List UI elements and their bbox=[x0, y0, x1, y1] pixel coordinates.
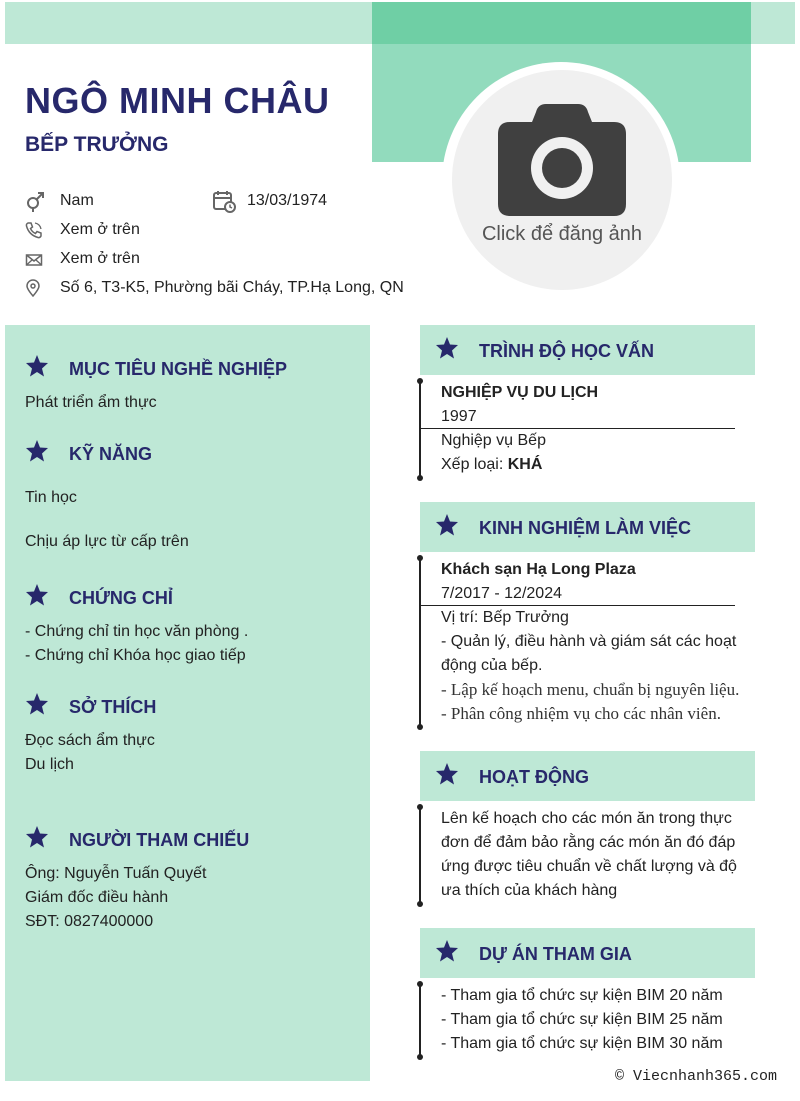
location-icon bbox=[24, 279, 42, 297]
grade-value: KHÁ bbox=[507, 456, 543, 473]
star-icon bbox=[435, 336, 459, 360]
reference-item: SĐT: 0827400000 bbox=[25, 913, 154, 930]
timeline-dot bbox=[417, 901, 423, 907]
activities-heading: HOẠT ĐỘNG bbox=[479, 767, 589, 787]
activities-line: ưa thích của khách hàng bbox=[441, 882, 618, 899]
job-title: BẾP TRƯỞNG bbox=[25, 133, 169, 156]
phone-value: Xem ở trên bbox=[60, 221, 140, 238]
education-year: 1997 bbox=[441, 408, 477, 425]
references-heading: NGƯỜI THAM CHIẾU bbox=[69, 830, 250, 850]
email-value: Xem ở trên bbox=[60, 250, 140, 267]
star-icon bbox=[435, 513, 459, 537]
star-icon bbox=[25, 583, 49, 607]
photo-backdrop-band bbox=[372, 2, 751, 44]
hobby-item: Du lịch bbox=[25, 756, 74, 773]
experience-company: Khách sạn Hạ Long Plaza bbox=[441, 561, 636, 578]
education-school: NGHIỆP VỤ DU LỊCH bbox=[441, 384, 599, 401]
experience-duty: động của bếp. bbox=[441, 657, 543, 674]
gender-icon bbox=[24, 190, 46, 212]
candidate-name: NGÔ MINH CHÂU bbox=[25, 80, 330, 121]
calendar-icon bbox=[212, 189, 236, 213]
hobbies-heading: SỞ THÍCH bbox=[69, 697, 157, 717]
experience-duty: - Phân công nhiệm vụ cho các nhân viên. bbox=[441, 704, 721, 723]
experience-duty: - Quản lý, điều hành và giám sát các hoạt bbox=[441, 633, 737, 650]
star-icon bbox=[25, 825, 49, 849]
experience-period: 7/2017 - 12/2024 bbox=[441, 585, 562, 602]
footer-credit: © Viecnhanh365.com bbox=[614, 1068, 777, 1085]
timeline-dot bbox=[417, 1054, 423, 1060]
education-major: Nghiệp vụ Bếp bbox=[441, 432, 546, 449]
star-icon bbox=[435, 939, 459, 963]
timeline-line bbox=[419, 558, 421, 727]
education-heading: TRÌNH ĐỘ HỌC VẤN bbox=[479, 341, 654, 361]
project-item: - Tham gia tổ chức sự kiện BIM 25 năm bbox=[441, 1011, 723, 1028]
gender-value: Nam bbox=[60, 192, 94, 209]
experience-heading: KINH NGHIỆM LÀM VIỆC bbox=[479, 518, 692, 538]
project-item: - Tham gia tổ chức sự kiện BIM 30 năm bbox=[441, 1035, 723, 1052]
projects-heading: DỰ ÁN THAM GIA bbox=[479, 944, 632, 964]
timeline-dot bbox=[417, 981, 423, 987]
reference-item: Giám đốc điều hành bbox=[25, 889, 169, 906]
activities-line: đơn để đảm bảo rằng các món ăn đó đáp bbox=[441, 834, 736, 851]
phone-icon bbox=[25, 221, 43, 239]
star-icon bbox=[25, 692, 49, 716]
experience-duty: - Lập kế hoạch menu, chuẩn bị nguyên liệu. bbox=[441, 680, 740, 699]
experience-position: Vị trí: Bếp Trưởng bbox=[441, 609, 569, 626]
education-grade-row bbox=[441, 453, 542, 477]
star-icon bbox=[435, 762, 459, 786]
activities-line: ứng được tiêu chuẩn về chất lượng và độ bbox=[441, 858, 737, 875]
timeline-dot bbox=[417, 804, 423, 810]
objective-text: Phát triển ẩm thực bbox=[25, 394, 157, 411]
photo-upload-label[interactable]: Click để đăng ảnh bbox=[481, 223, 643, 245]
left-column bbox=[5, 325, 370, 1081]
star-icon bbox=[25, 354, 49, 378]
skill-item: Chịu áp lực từ cấp trên bbox=[25, 533, 189, 550]
email-icon bbox=[25, 251, 43, 269]
star-icon bbox=[25, 439, 49, 463]
timeline-line bbox=[419, 984, 421, 1057]
project-item: - Tham gia tổ chức sự kiện BIM 20 năm bbox=[441, 987, 723, 1004]
grade-label: Xếp loại: bbox=[441, 456, 504, 473]
birthdate-value: 13/03/1974 bbox=[247, 192, 328, 209]
activities-line: Lên kế hoạch cho các món ăn trong thực bbox=[441, 810, 732, 827]
certificate-item: - Chứng chỉ tin học văn phòng . bbox=[25, 623, 249, 640]
skill-item: Tin học bbox=[25, 489, 77, 506]
skills-heading: KỸ NĂNG bbox=[69, 444, 153, 464]
reference-item: Ông: Nguyễn Tuấn Quyết bbox=[25, 865, 207, 882]
hobby-item: Đọc sách ẩm thực bbox=[25, 732, 155, 749]
timeline-dot bbox=[417, 475, 423, 481]
timeline-line bbox=[419, 381, 421, 478]
camera-icon[interactable] bbox=[496, 102, 628, 218]
timeline-dot bbox=[417, 378, 423, 384]
objective-heading: MỤC TIÊU NGHỀ NGHIỆP bbox=[69, 359, 288, 379]
timeline-dot bbox=[417, 724, 423, 730]
timeline-dot bbox=[417, 555, 423, 561]
certificates-heading: CHỨNG CHỈ bbox=[69, 588, 173, 608]
certificate-item: - Chứng chỉ Khóa học giao tiếp bbox=[25, 647, 246, 664]
address-value: Số 6, T3-K5, Phường bãi Cháy, TP.Hạ Long, QN bbox=[60, 279, 404, 296]
timeline-line bbox=[419, 807, 421, 904]
